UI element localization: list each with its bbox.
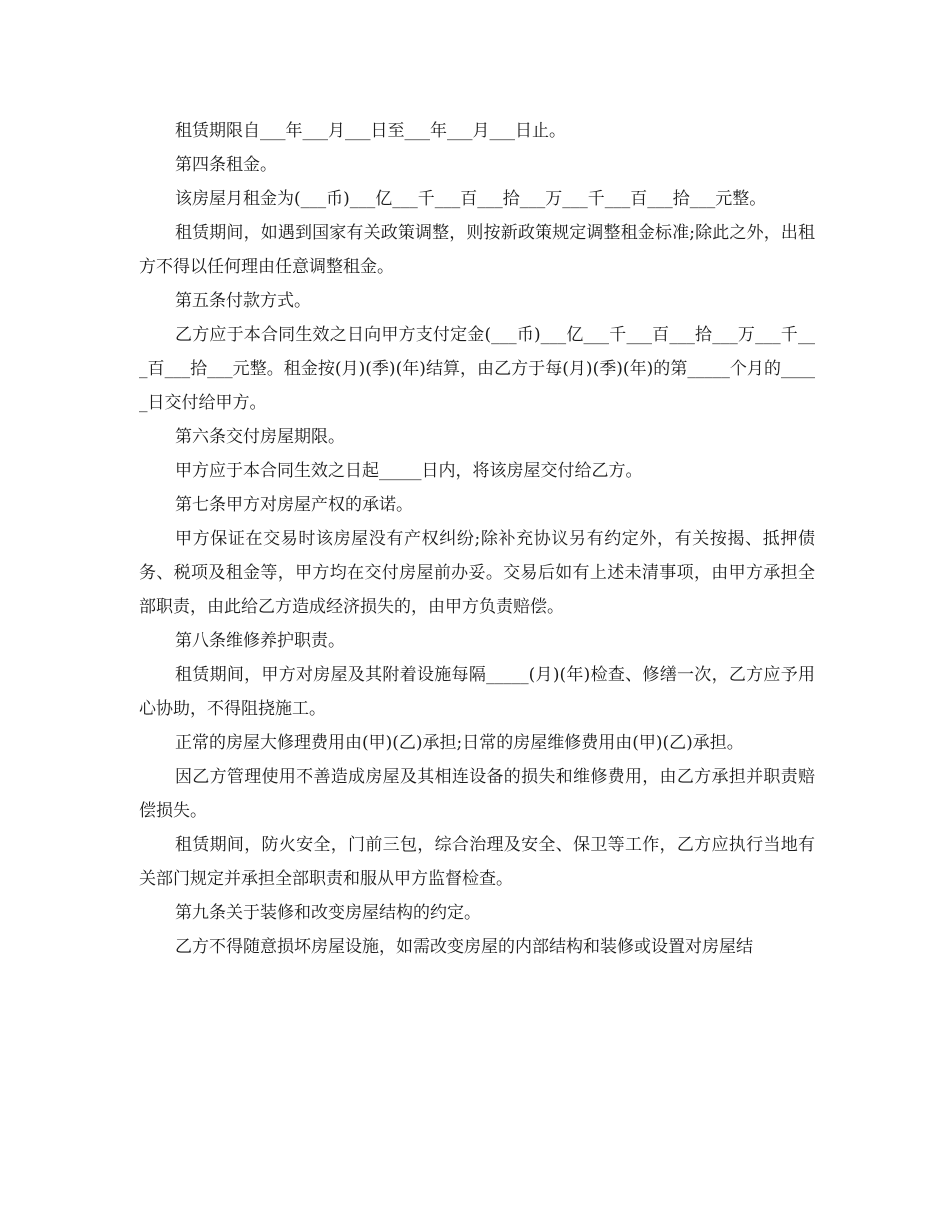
paragraph-monthly-rent: 该房屋月租金为(___币)___亿___千___百___拾___万___千___百___拾___元整。 [175, 189, 767, 209]
article-9-heading: 第九条关于装修和改变房屋结构的约定。 [175, 903, 481, 923]
paragraph-inspection: 租赁期间，甲方对房屋及其附着设施每隔_____(月)(年)检查、修缮一次，乙方应予用心协助，不得阻挠施工。 [139, 665, 815, 719]
document-body [139, 114, 815, 964]
paragraph-delivery-term: 甲方应于本合同生效之日起_____日内，将该房屋交付给乙方。 [175, 461, 643, 481]
article-4-heading: 第四条租金。 [175, 155, 277, 175]
article-5-heading: 第五条付款方式。 [175, 291, 311, 311]
paragraph-renovation: 乙方不得随意损坏房屋设施，如需改变房屋的内部结构和装修或设置对房屋结 [175, 937, 753, 957]
paragraph-repair-costs: 正常的房屋大修理费用由(甲)(乙)承担;日常的房屋维修费用由(甲)(乙)承担。 [175, 733, 744, 753]
paragraph-damage-liability: 因乙方管理使用不善造成房屋及其相连设备的损失和维修费用，由乙方承担并职责赔偿损失。 [139, 767, 815, 821]
article-7-heading: 第七条甲方对房屋产权的承诺。 [175, 495, 413, 515]
paragraph-safety-duties: 租赁期间，防火安全，门前三包，综合治理及安全、保卫等工作，乙方应执行当地有关部门规定并承担全部职责和服从甲方监督检查。 [139, 835, 815, 889]
paragraph-rent-adjustment: 租赁期间，如遇到国家有关政策调整，则按新政策规定调整租金标准;除此之外，出租方不得以任何理由任意调整租金。 [139, 223, 815, 277]
paragraph-lease-term: 租赁期限自___年___月___日至___年___月___日止。 [175, 121, 566, 141]
paragraph-property-rights: 甲方保证在交易时该房屋没有产权纠纷;除补充协议另有约定外，有关按揭、抵押债务、税项及租金等，甲方均在交付房屋前办妥。交易后如有上述未清事项，由甲方承担全部职责，由此给乙方造成经济损失的，由甲方负责赔偿。 [139, 529, 815, 617]
article-8-heading: 第八条维修养护职责。 [175, 631, 345, 651]
article-6-heading: 第六条交付房屋期限。 [175, 427, 345, 447]
paragraph-deposit-payment: 乙方应于本合同生效之日向甲方支付定金(___币)___亿___千___百___拾___万___千___百___拾___元整。租金按(月)(季)(年)结算，由乙方于每(月)(季)(年)的第_____个月的_____日交付给甲方。 [139, 325, 815, 413]
